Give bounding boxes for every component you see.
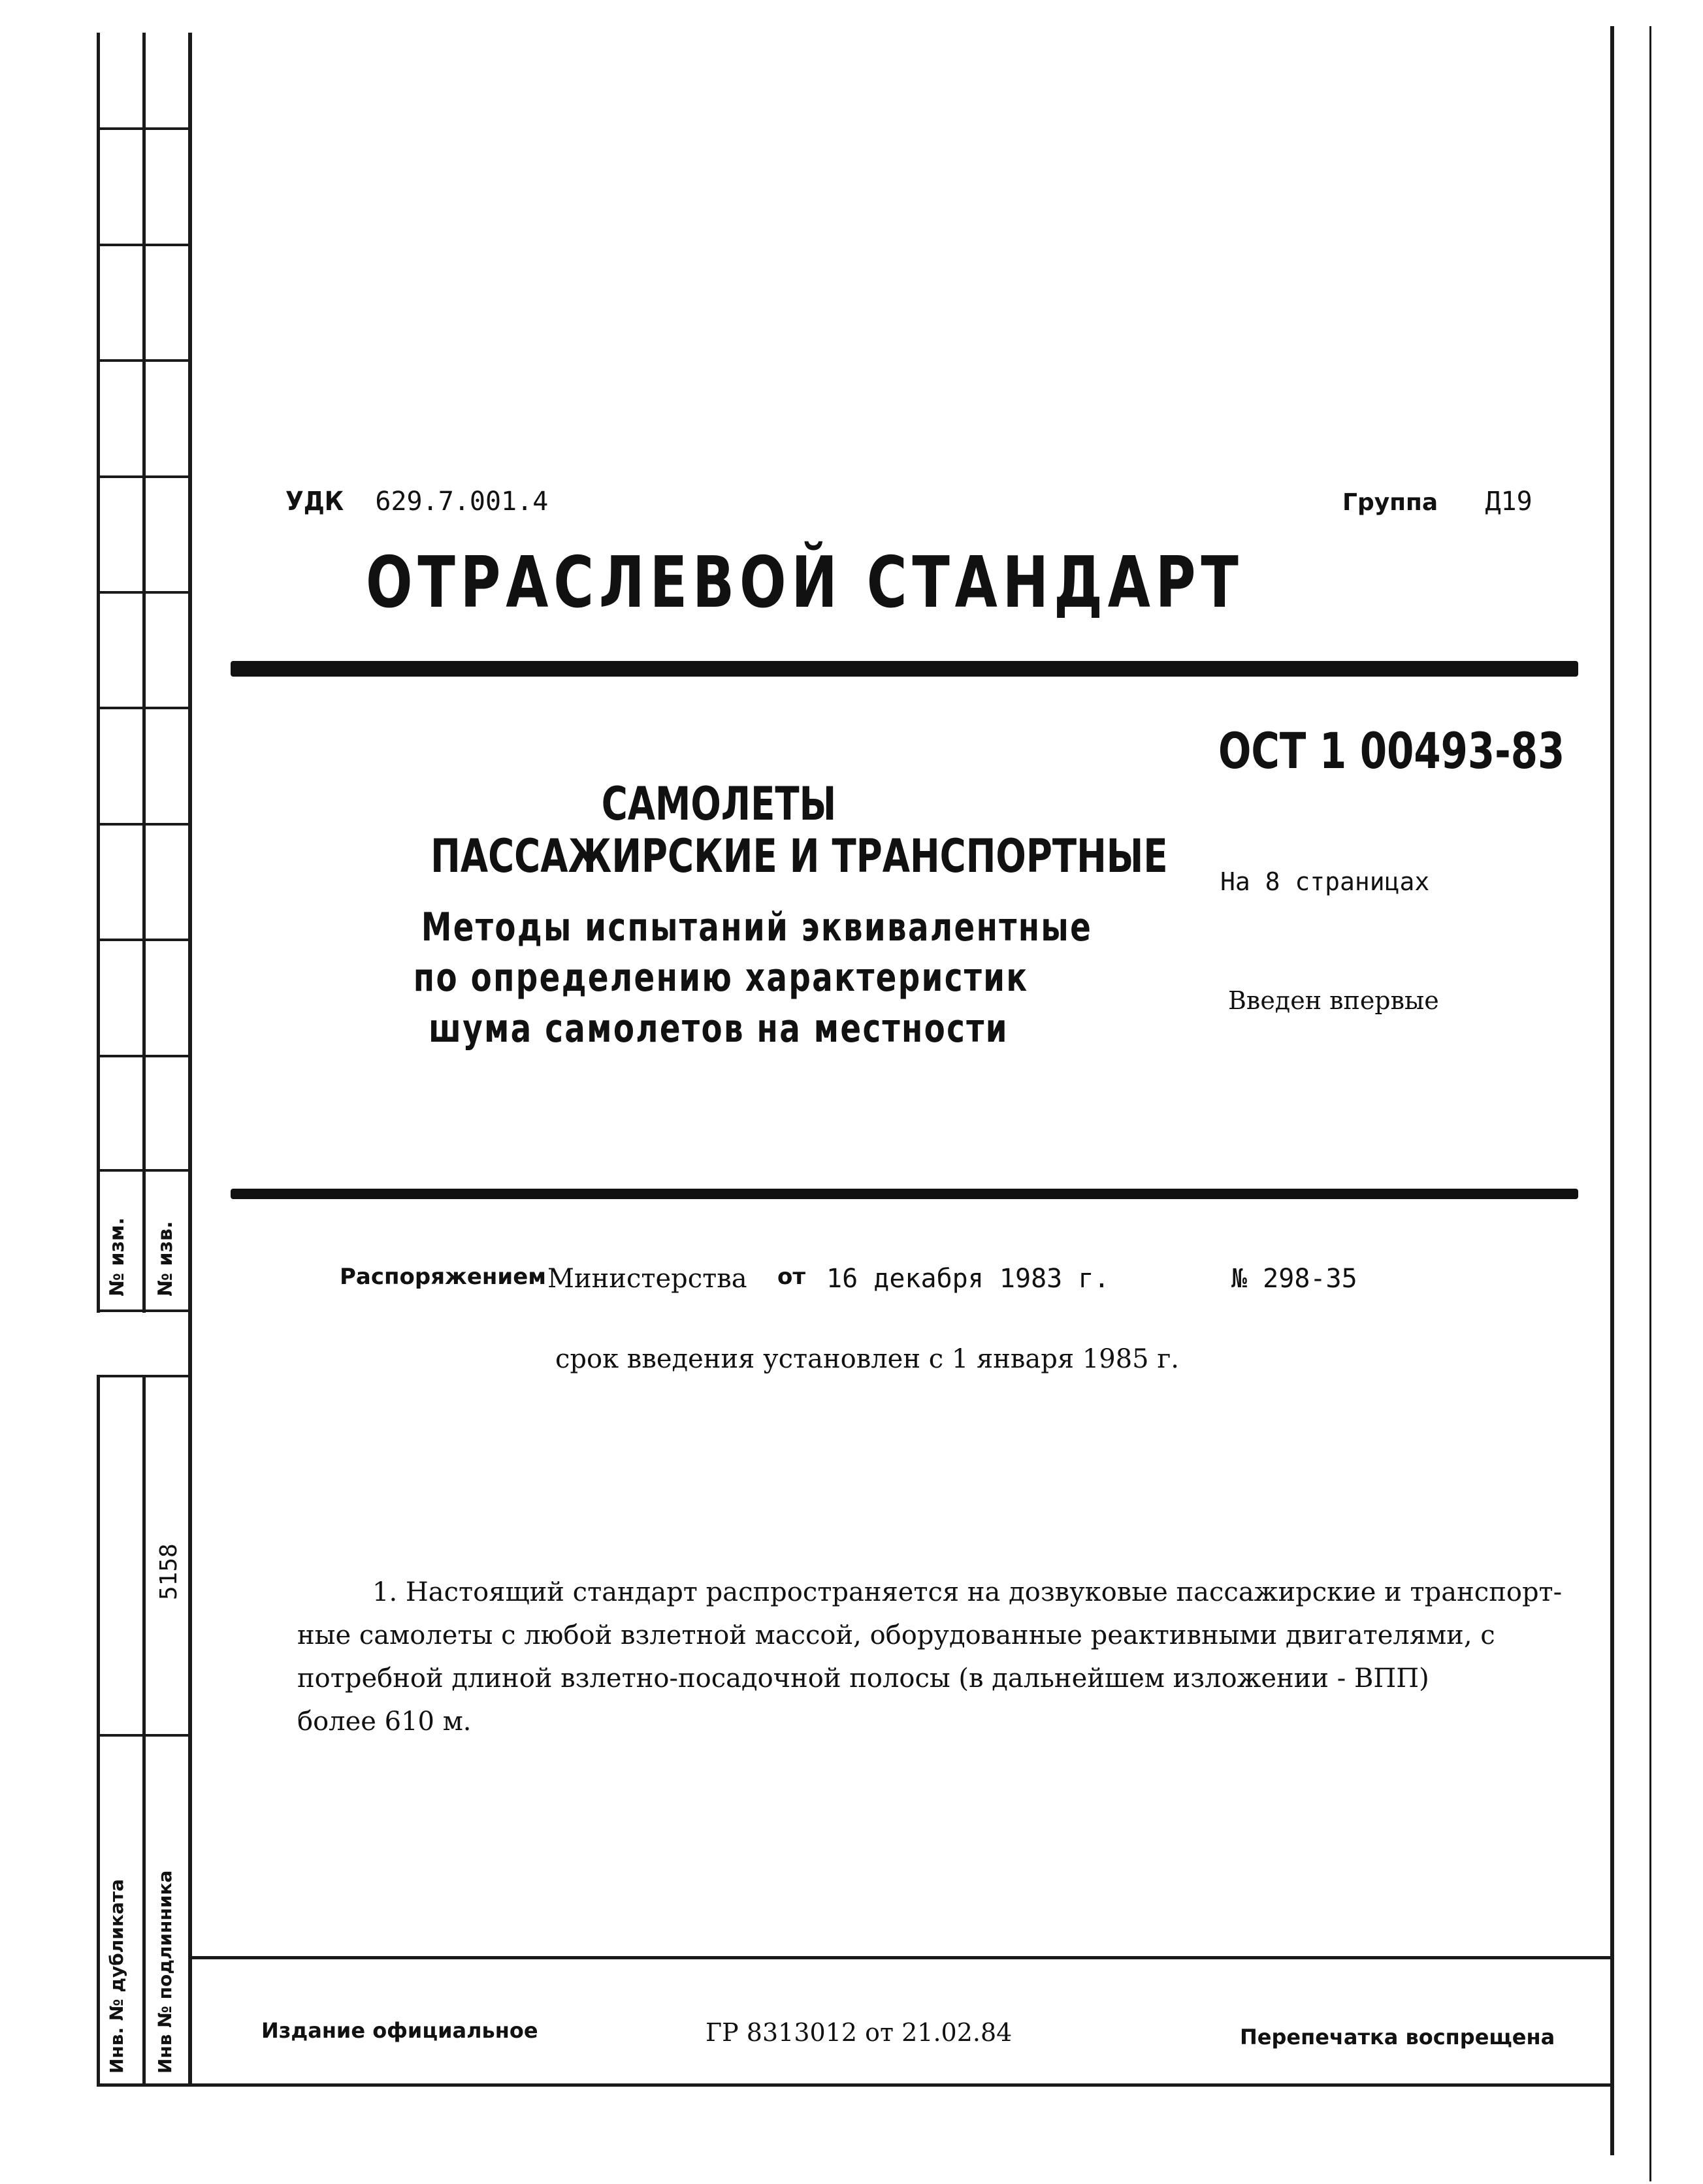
reprint-notice: Перепечатка воспрещена	[1240, 2025, 1555, 2049]
order-date: 16 декабря 1983 г.	[826, 1264, 1110, 1294]
subject-line-text: шума самолетов на местности	[429, 1006, 1009, 1052]
udk-code	[285, 487, 548, 517]
stamp-notice-number: № изв.	[154, 1221, 177, 1296]
stamp-row-line	[97, 244, 191, 246]
stamp-row-line	[97, 1734, 191, 1737]
footer-separator	[188, 1956, 1612, 1959]
stamp-row-line	[97, 1055, 191, 1057]
udk-label: УДК	[285, 487, 344, 517]
paragraph-line: потребной длиной взлетно-посадочной полосы (в дальнейшем изложении - ВПП)	[297, 1663, 1429, 1694]
official-edition: Издание официальное	[261, 2018, 538, 2043]
udk-value: 629.7.001.4	[375, 487, 549, 517]
order-from: от	[777, 1264, 806, 1290]
subject-line	[327, 829, 1168, 883]
section-rule	[231, 1189, 1578, 1199]
stamp-row-line	[97, 707, 191, 709]
stamp-row-line	[97, 359, 191, 362]
document-title: ОТРАСЛЕВОЙ СТАНДАРТ	[366, 542, 1244, 624]
paragraph-line-text: 1. Настоящий стандарт распространяется на дозвуковые пассажирские и транспорт-	[372, 1577, 1563, 1607]
paragraph-line: более 610 м.	[297, 1707, 472, 1737]
stamp-row-line	[97, 823, 191, 826]
stamp-row-line	[97, 591, 191, 594]
stamp-original-inventory-value: 5158	[155, 1543, 182, 1600]
standard-number: ОСТ 1 00493-83	[1218, 722, 1565, 780]
frame-line	[142, 33, 146, 1313]
stamp-original-inventory: Инв № подлинника	[154, 1870, 176, 2074]
subject-line-text: САМОЛЕТЫ	[601, 777, 836, 831]
frame-line	[97, 33, 100, 1313]
stamp-row-line	[97, 1375, 191, 1377]
subject-line	[327, 777, 1111, 831]
group-code	[1342, 487, 1533, 517]
paragraph-line: ные самолеты с любой взлетной массой, оборудованные реактивными двигателями, с	[297, 1620, 1495, 1650]
scope-paragraph	[297, 1571, 1571, 1743]
paragraph-line	[297, 1571, 1571, 1614]
order-number: № 298-35	[1231, 1264, 1357, 1294]
effective-date: срок введения установлен с 1 января 1985 г.	[555, 1344, 1179, 1374]
order-ministry: Министерства	[547, 1264, 747, 1294]
subject-line	[327, 1006, 1111, 1052]
stamp-row-line	[97, 939, 191, 941]
stamp-row-line	[97, 475, 191, 478]
title-rule	[231, 661, 1578, 677]
registration-number: ГР 8313012 от 21.02.84	[706, 2018, 1013, 2047]
stamp-row-line	[97, 1169, 191, 1172]
frame-line	[142, 1375, 146, 2087]
stamp-row-line	[97, 127, 191, 130]
page-count: На 8 страницах	[1220, 867, 1430, 896]
subject-line-text: по определению характеристик	[413, 955, 1029, 1001]
subject-line	[327, 905, 1111, 950]
subject-line-text: Методы испытаний эквивалентные	[421, 905, 1093, 950]
frame-line	[97, 1375, 100, 2087]
stamp-row-line	[97, 2083, 1614, 2087]
introduction-status: Введен впервые	[1228, 986, 1439, 1015]
stamp-duplicate-inventory: Инв. № дубликата	[106, 1879, 127, 2074]
frame-line	[1649, 26, 1651, 2181]
subject-line-text: ПАССАЖИРСКИЕ И ТРАНСПОРТНЫЕ	[430, 829, 1168, 883]
group-value: Д19	[1485, 487, 1533, 517]
stamp-change-number: № изм.	[106, 1217, 129, 1296]
order-label: Распоряжением	[340, 1264, 547, 1290]
stamp-row-line	[97, 1309, 191, 1312]
group-label: Группа	[1342, 489, 1438, 516]
subject-line	[327, 955, 1111, 1001]
frame-line	[188, 33, 192, 2087]
frame-line	[1610, 26, 1614, 2155]
